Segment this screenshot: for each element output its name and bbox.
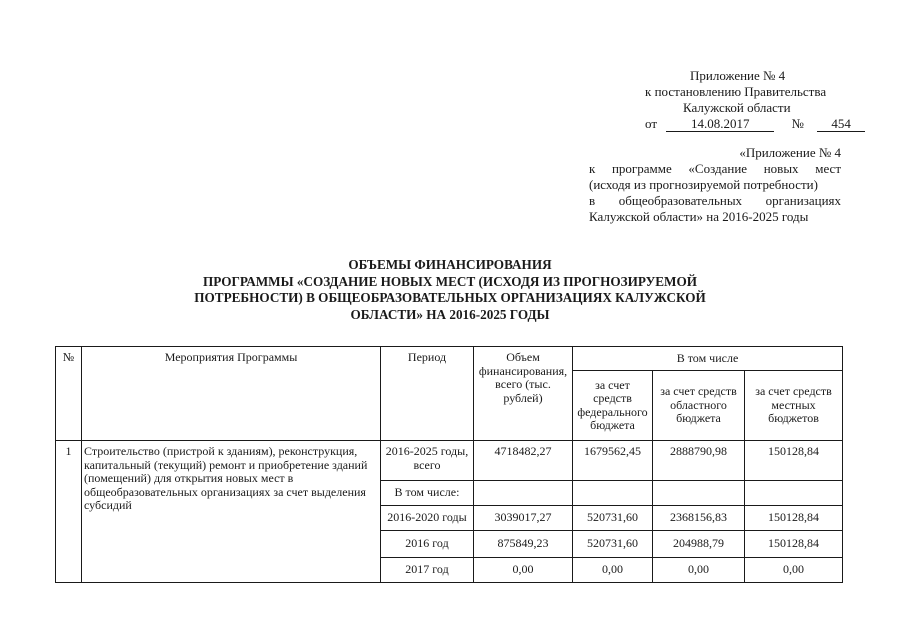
row-federal xyxy=(573,481,653,506)
program-ref-line-5: Калужской области» на 2016-2025 годы xyxy=(589,209,809,224)
program-ref-line-2: к программе «Создание новых мест xyxy=(589,161,841,176)
row-federal: 1679562,45 xyxy=(573,441,653,481)
appendix-date-number xyxy=(645,116,865,132)
row-regional: 2888790,98 xyxy=(653,441,745,481)
row-total: 3039017,27 xyxy=(474,506,573,531)
row-total: 4718482,27 xyxy=(474,441,573,481)
row-period: В том числе: xyxy=(381,481,474,506)
row-period: 2017 год xyxy=(381,558,474,583)
header-volume: Объем финансирования, всего (тыс. рублей) xyxy=(474,347,573,441)
row-federal: 0,00 xyxy=(573,558,653,583)
header-including: В том числе xyxy=(573,347,843,371)
title-line-4: ОБЛАСТИ» НА 2016-2025 ГОДЫ xyxy=(350,306,550,322)
program-reference xyxy=(589,145,841,225)
row-period: 2016-2025 годы, всего xyxy=(381,441,474,481)
row-regional: 0,00 xyxy=(653,558,745,583)
row-total: 0,00 xyxy=(474,558,573,583)
appendix-to-resolution: к постановлению Правительства xyxy=(645,84,827,99)
row-federal: 520731,60 xyxy=(573,506,653,531)
document-title xyxy=(150,257,750,323)
program-ref-line-4: в общеобразовательных организациях xyxy=(589,193,841,208)
header-regional: за счет средств областного бюджета xyxy=(653,371,745,441)
header-no: № xyxy=(56,347,82,441)
row-regional: 2368156,83 xyxy=(653,506,745,531)
financing-table xyxy=(55,346,843,583)
header-local: за счет средств местных бюджетов xyxy=(745,371,843,441)
row-total xyxy=(474,481,573,506)
row-local: 150128,84 xyxy=(745,531,843,558)
row-local: 150128,84 xyxy=(745,506,843,531)
header-period: Период xyxy=(381,347,474,441)
row-local: 0,00 xyxy=(745,558,843,583)
resolution-date: 14.08.2017 xyxy=(666,117,774,132)
row-period: 2016 год xyxy=(381,531,474,558)
title-line-2: ПРОГРАММЫ «СОЗДАНИЕ НОВЫХ МЕСТ (ИСХОДЯ ИЗ ПРОГНОЗИРУЕМОЙ xyxy=(202,273,698,289)
table-row xyxy=(56,441,843,481)
appendix-title: Приложение № 4 xyxy=(690,68,786,83)
row-regional: 204988,79 xyxy=(653,531,745,558)
row-total: 875849,23 xyxy=(474,531,573,558)
item-description: Строительство (пристрой к зданиям), реконструкция, капитальный (текущий) ремонт и приобретение зданий (помещений) для открытия новых мест в общеобразовательных организациях за счет выделения субсидий xyxy=(82,441,381,583)
title-line-1: ОБЪЕМЫ ФИНАНСИРОВАНИЯ xyxy=(348,257,552,272)
resolution-number: 454 xyxy=(817,117,865,132)
appendix-region: Калужской области xyxy=(683,100,791,115)
from-label: от xyxy=(645,116,658,131)
row-local: 150128,84 xyxy=(745,441,843,481)
header-federal: за счет средств федерального бюджета xyxy=(573,371,653,441)
row-regional xyxy=(653,481,745,506)
program-ref-line-1: «Приложение № 4 xyxy=(739,145,841,160)
number-label: № xyxy=(791,116,804,131)
row-local xyxy=(745,481,843,506)
program-ref-line-3: (исходя из прогнозируемой потребности) xyxy=(589,177,818,192)
row-federal: 520731,60 xyxy=(573,531,653,558)
header-measures: Мероприятия Программы xyxy=(82,347,381,441)
row-period: 2016-2020 годы xyxy=(381,506,474,531)
title-line-3: ПОТРЕБНОСТИ) В ОБЩЕОБРАЗОВАТЕЛЬНЫХ ОРГАНИЗАЦИЯХ КАЛУЖСКОЙ xyxy=(194,290,706,305)
item-number: 1 xyxy=(56,441,82,583)
